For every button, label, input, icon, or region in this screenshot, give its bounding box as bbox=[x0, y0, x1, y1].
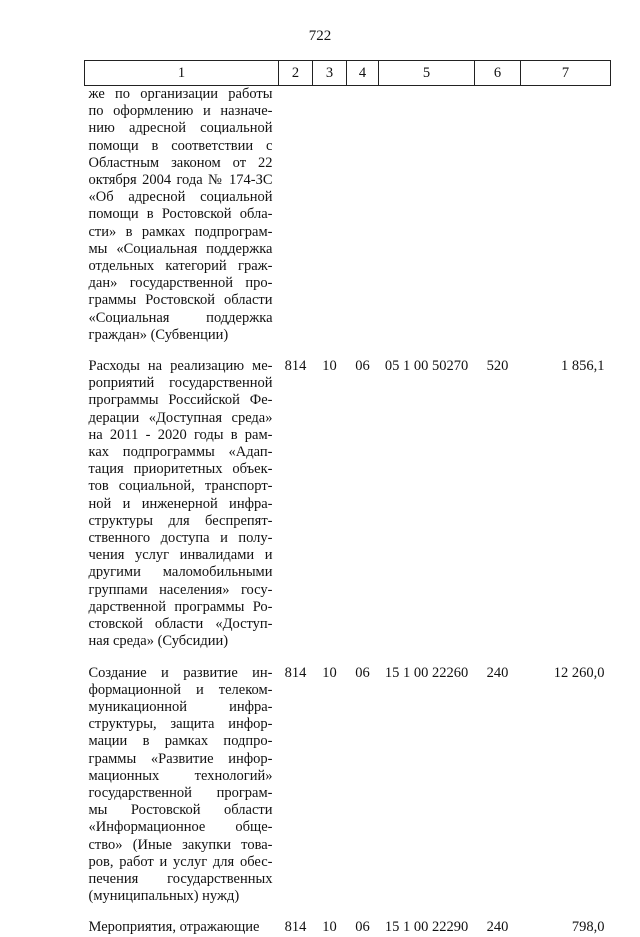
row-spacer-cell bbox=[85, 905, 611, 919]
amount-value bbox=[521, 86, 611, 345]
description-line: мации в рамках подпро- bbox=[88, 733, 273, 750]
amount-value: 1 856,1 bbox=[561, 358, 605, 375]
description-line: же по организации работы bbox=[88, 86, 273, 102]
description-line: «Социальная поддержка bbox=[88, 309, 273, 326]
description-line: ках подпрограммы «Адап- bbox=[88, 444, 273, 461]
description-line: ров, работ и услуг для обес- bbox=[88, 853, 273, 870]
target-article-code bbox=[379, 86, 475, 345]
amount-value: 12 260,0 bbox=[553, 664, 605, 681]
description-line: тов социальной, транспорт- bbox=[88, 478, 273, 495]
description-line: отдельных категорий граж- bbox=[88, 258, 273, 275]
section-code bbox=[313, 86, 347, 345]
table-row bbox=[85, 919, 611, 936]
description-line: помощи в Ростовской обла- bbox=[88, 206, 273, 223]
row-spacer bbox=[85, 905, 611, 919]
section-code: 10 bbox=[322, 664, 337, 681]
expense-description bbox=[85, 86, 279, 345]
column-header: 1 bbox=[85, 61, 279, 86]
description-line: тация приоритетных объек- bbox=[88, 461, 273, 478]
description-line: граммы «Развитие инфор- bbox=[88, 750, 273, 767]
description-line: стовской области «Доступ- bbox=[88, 616, 273, 633]
description-line: граммы Ростовской области bbox=[88, 292, 273, 309]
column-header: 4 bbox=[347, 61, 379, 86]
description-line: «Информационное обще- bbox=[88, 819, 273, 836]
expense-type-code: 520 bbox=[486, 358, 509, 375]
row-spacer bbox=[85, 344, 611, 358]
expense-description bbox=[85, 358, 279, 650]
description-line: формационной и телеком- bbox=[88, 681, 273, 698]
page-number: 722 bbox=[308, 28, 332, 44]
description-line: Расходы на реализацию ме- bbox=[88, 358, 273, 375]
description-line: ной и инженерной инфра- bbox=[88, 495, 273, 512]
description-line: помощи в соответствии с bbox=[88, 137, 273, 154]
description-line: государственной програм- bbox=[88, 784, 273, 801]
description-line: Создание и развитие ин- bbox=[88, 664, 273, 681]
subsection-code bbox=[347, 86, 379, 345]
description-line: граждан» (Субвенции) bbox=[88, 326, 229, 343]
column-header: 6 bbox=[475, 61, 521, 86]
description-line: структуры для беспрепят- bbox=[88, 512, 273, 529]
section-code: 10 bbox=[322, 919, 337, 936]
column-header: 7 bbox=[521, 61, 611, 86]
description-line: Мероприятия, отражающие bbox=[88, 919, 260, 936]
description-line: сти» в рамках подпрограм- bbox=[88, 223, 273, 240]
description-line: ная среда» (Субсидии) bbox=[88, 633, 229, 650]
column-header: 2 bbox=[279, 61, 313, 86]
description-line: муникационной инфра- bbox=[88, 698, 273, 715]
expense-description bbox=[85, 919, 279, 936]
description-line: мы Ростовской области bbox=[88, 802, 273, 819]
table-body bbox=[85, 86, 611, 937]
ministry-code: 814 bbox=[284, 358, 307, 375]
description-line: ственного доступа и полу- bbox=[88, 530, 273, 547]
expense-description bbox=[85, 665, 279, 906]
expense-type-code bbox=[475, 86, 521, 345]
ministry-code: 814 bbox=[284, 664, 307, 681]
description-line: чения услуг инвалидами и bbox=[88, 547, 273, 564]
target-article-code: 05 1 00 50270 bbox=[384, 358, 469, 375]
expense-type-code: 240 bbox=[486, 664, 509, 681]
amount-value: 798,0 bbox=[571, 919, 605, 936]
subsection-code: 06 bbox=[355, 919, 370, 936]
ministry-code: 814 bbox=[284, 919, 307, 936]
column-header: 3 bbox=[313, 61, 347, 86]
table-row bbox=[85, 358, 611, 650]
description-line: другими маломобильными bbox=[88, 564, 273, 581]
subsection-code: 06 bbox=[355, 358, 370, 375]
column-header: 5 bbox=[379, 61, 475, 86]
row-spacer bbox=[85, 651, 611, 665]
section-code: 10 bbox=[322, 358, 337, 375]
description-line: дарственной программы Ро- bbox=[88, 598, 273, 615]
description-line: нию адресной социальной bbox=[88, 120, 273, 137]
subsection-code: 06 bbox=[355, 664, 370, 681]
description-line: программы Российской Фе- bbox=[88, 392, 273, 409]
row-spacer-cell bbox=[85, 651, 611, 665]
description-line: дерации «Доступная среда» bbox=[88, 409, 273, 426]
expense-type-code: 240 bbox=[486, 919, 509, 936]
description-line: Областным законом от 22 bbox=[88, 154, 273, 171]
description-line: по оформлению и назначе- bbox=[88, 103, 273, 120]
description-line: структуры, защита инфор- bbox=[88, 716, 273, 733]
description-line: октября 2004 года № 174-ЗС bbox=[88, 172, 273, 189]
budget-table bbox=[84, 60, 611, 937]
description-line: (муниципальных) нужд) bbox=[88, 888, 240, 905]
description-line: группами населения» госу- bbox=[88, 581, 273, 598]
ministry-code bbox=[279, 86, 313, 345]
target-article-code: 15 1 00 22260 bbox=[384, 664, 469, 681]
description-line: мационных технологий» bbox=[88, 767, 273, 784]
description-line: роприятий государственной bbox=[88, 375, 273, 392]
table-row bbox=[85, 86, 611, 345]
description-line: «Об адресной социальной bbox=[88, 189, 273, 206]
description-line: ство» (Иные закупки това- bbox=[88, 836, 273, 853]
target-article-code: 15 1 00 22290 bbox=[384, 919, 469, 936]
row-spacer-cell bbox=[85, 344, 611, 358]
description-line: на 2011 - 2020 годы в рам- bbox=[88, 426, 273, 443]
description-line: мы «Социальная поддержка bbox=[88, 240, 273, 257]
table-row bbox=[85, 665, 611, 906]
table-header-row bbox=[85, 61, 611, 86]
description-line: дан» государственной про- bbox=[88, 275, 273, 292]
description-line: печения государственных bbox=[88, 870, 273, 887]
